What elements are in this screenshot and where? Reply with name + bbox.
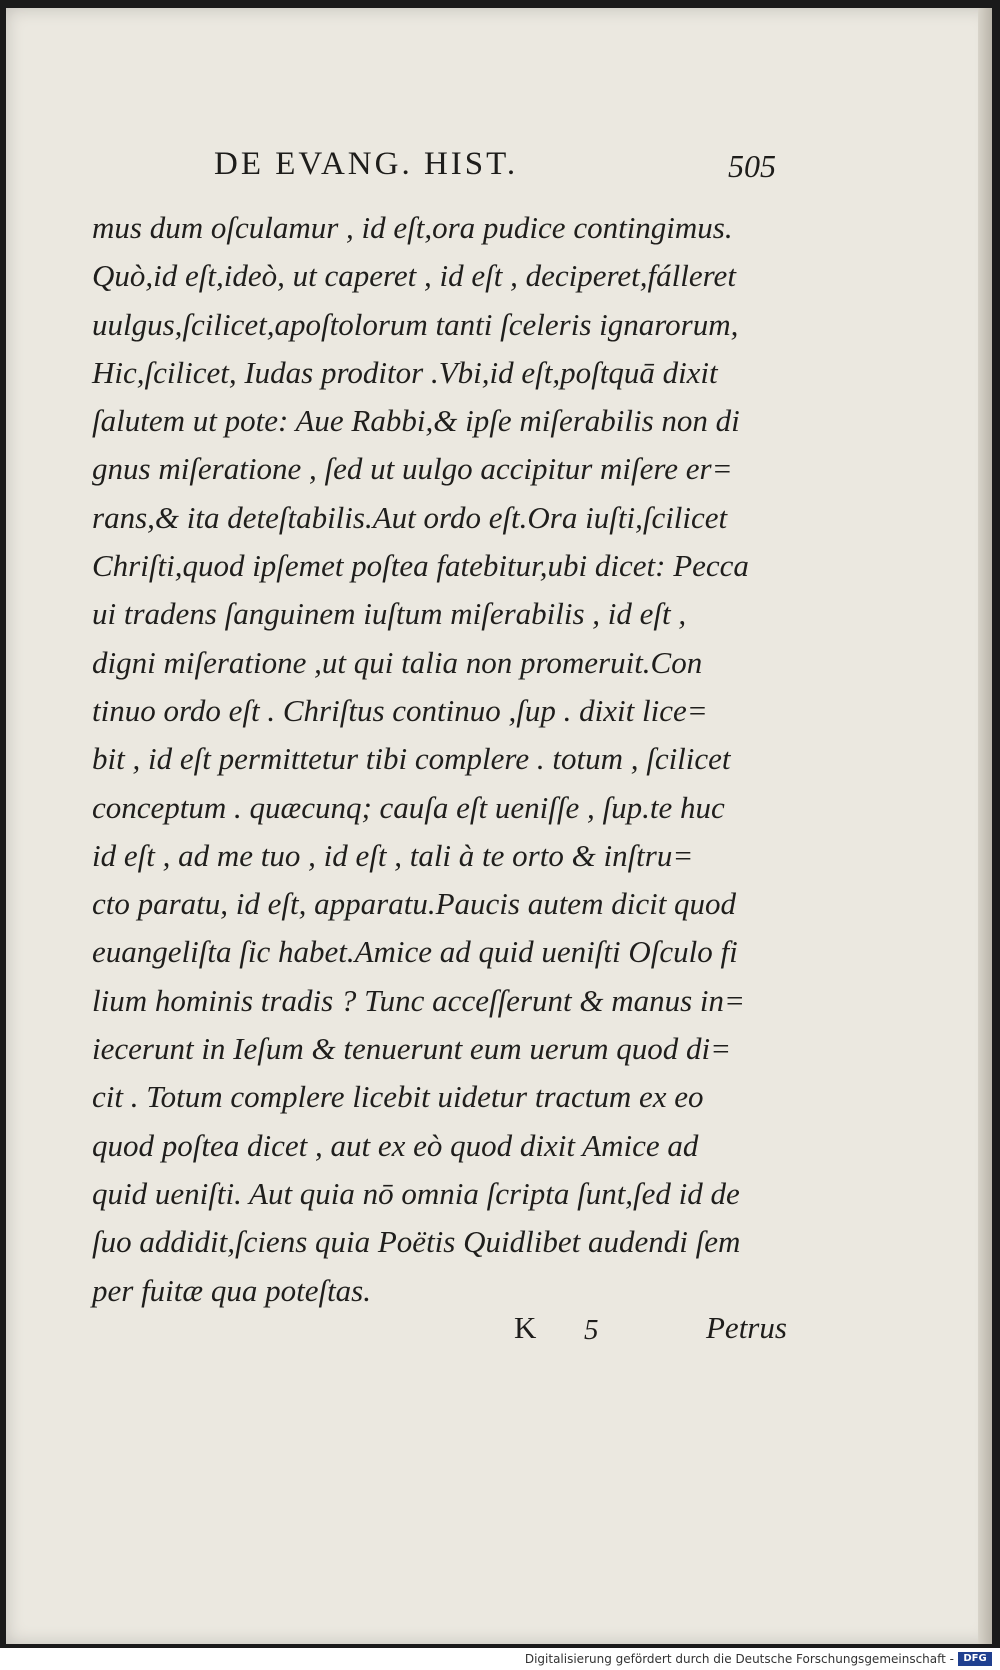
page-number: 505 <box>728 148 776 184</box>
text-line-22: ſuo addidit,ſciens quia Poëtis Quidlibet audendi ſem <box>92 1224 741 1260</box>
text-line-17: lium hominis tradis ? Tunc acceſſerunt & manus in= <box>92 982 745 1018</box>
text-line-10: digni miſeratione ,ut qui talia non promeruit.Con <box>92 644 703 680</box>
text-line-12: bit , id eſt permittetur tibi complere . totum , ſcilicet <box>92 741 731 777</box>
text-line-13: conceptum . quæcunq; cauſa eſt ueniſſe , ſup.te huc <box>92 789 725 825</box>
text-line-5: ſalutem ut pote: Aue Rabbi,& ipſe miſerabilis non di <box>92 403 740 439</box>
text-line-16: euangeliſta ſic habet.Amice ad quid ueniſti Oſculo fi <box>92 934 738 970</box>
text-line-23: per fuitæ qua poteſtas. <box>92 1272 371 1308</box>
dfg-logo: DFG <box>958 1652 992 1666</box>
text-line-2: Quò,id eſt,ideò, ut caperet , id eſt , deciperet,fálleret <box>92 258 736 294</box>
text-line-15: cto paratu, id eſt, apparatu.Paucis autem dicit quod <box>92 886 737 922</box>
catchword: Petrus <box>706 1310 787 1345</box>
running-head: DE EVANG. HIST. <box>214 146 519 182</box>
text-line-11: tinuo ordo eſt . Chriſtus continuo ,ſup . dixit lice= <box>92 692 708 728</box>
text-line-9: ui tradens ſanguinem iuſtum miſerabilis , id eſt , <box>92 596 687 632</box>
text-line-19: cit . Totum complere licebit uidetur tractum ex eo <box>92 1079 704 1115</box>
text-line-1: mus dum oſculamur , id eſt,ora pudice contingimus. <box>92 210 733 245</box>
text-line-20: quod poſtea dicet , aut ex eò quod dixit Amice ad <box>92 1127 699 1163</box>
body-text <box>92 204 792 1315</box>
text-line-7: rans,& ita deteſtabilis.Aut ordo eſt.Ora iuſti,ſcilicet <box>92 499 728 535</box>
text-line-3: uulgus,ſcilicet,apoſtolorum tanti ſceleris ignarorum, <box>92 306 739 342</box>
signature-number: 5 <box>584 1314 599 1346</box>
text-line-8: Chriſti,quod ipſemet poſtea fatebitur,ubi dicet: Pecca <box>92 548 749 584</box>
text-line-21: quid ueniſti. Aut quia nō omnia ſcripta ſunt,ſed id de <box>92 1175 740 1211</box>
text-line-4: Hic,ſcilicet, Iudas proditor .Vbi,id eſt,poſtquā dixit <box>92 354 718 390</box>
digitization-credit: Digitalisierung gefördert durch die Deutsche Forschungsgemeinschaft - <box>524 1652 954 1666</box>
signature-mark: K <box>514 1310 539 1345</box>
text-line-14: id eſt , ad me tuo , id eſt , tali à te orto & inſtru= <box>92 837 694 873</box>
text-line-18: iecerunt in Ieſum & tenuerunt eum uerum quod di= <box>92 1031 732 1067</box>
text-line-6: gnus miſeratione , ſed ut uulgo accipitur miſere er= <box>92 451 733 487</box>
book-page <box>6 8 992 1644</box>
